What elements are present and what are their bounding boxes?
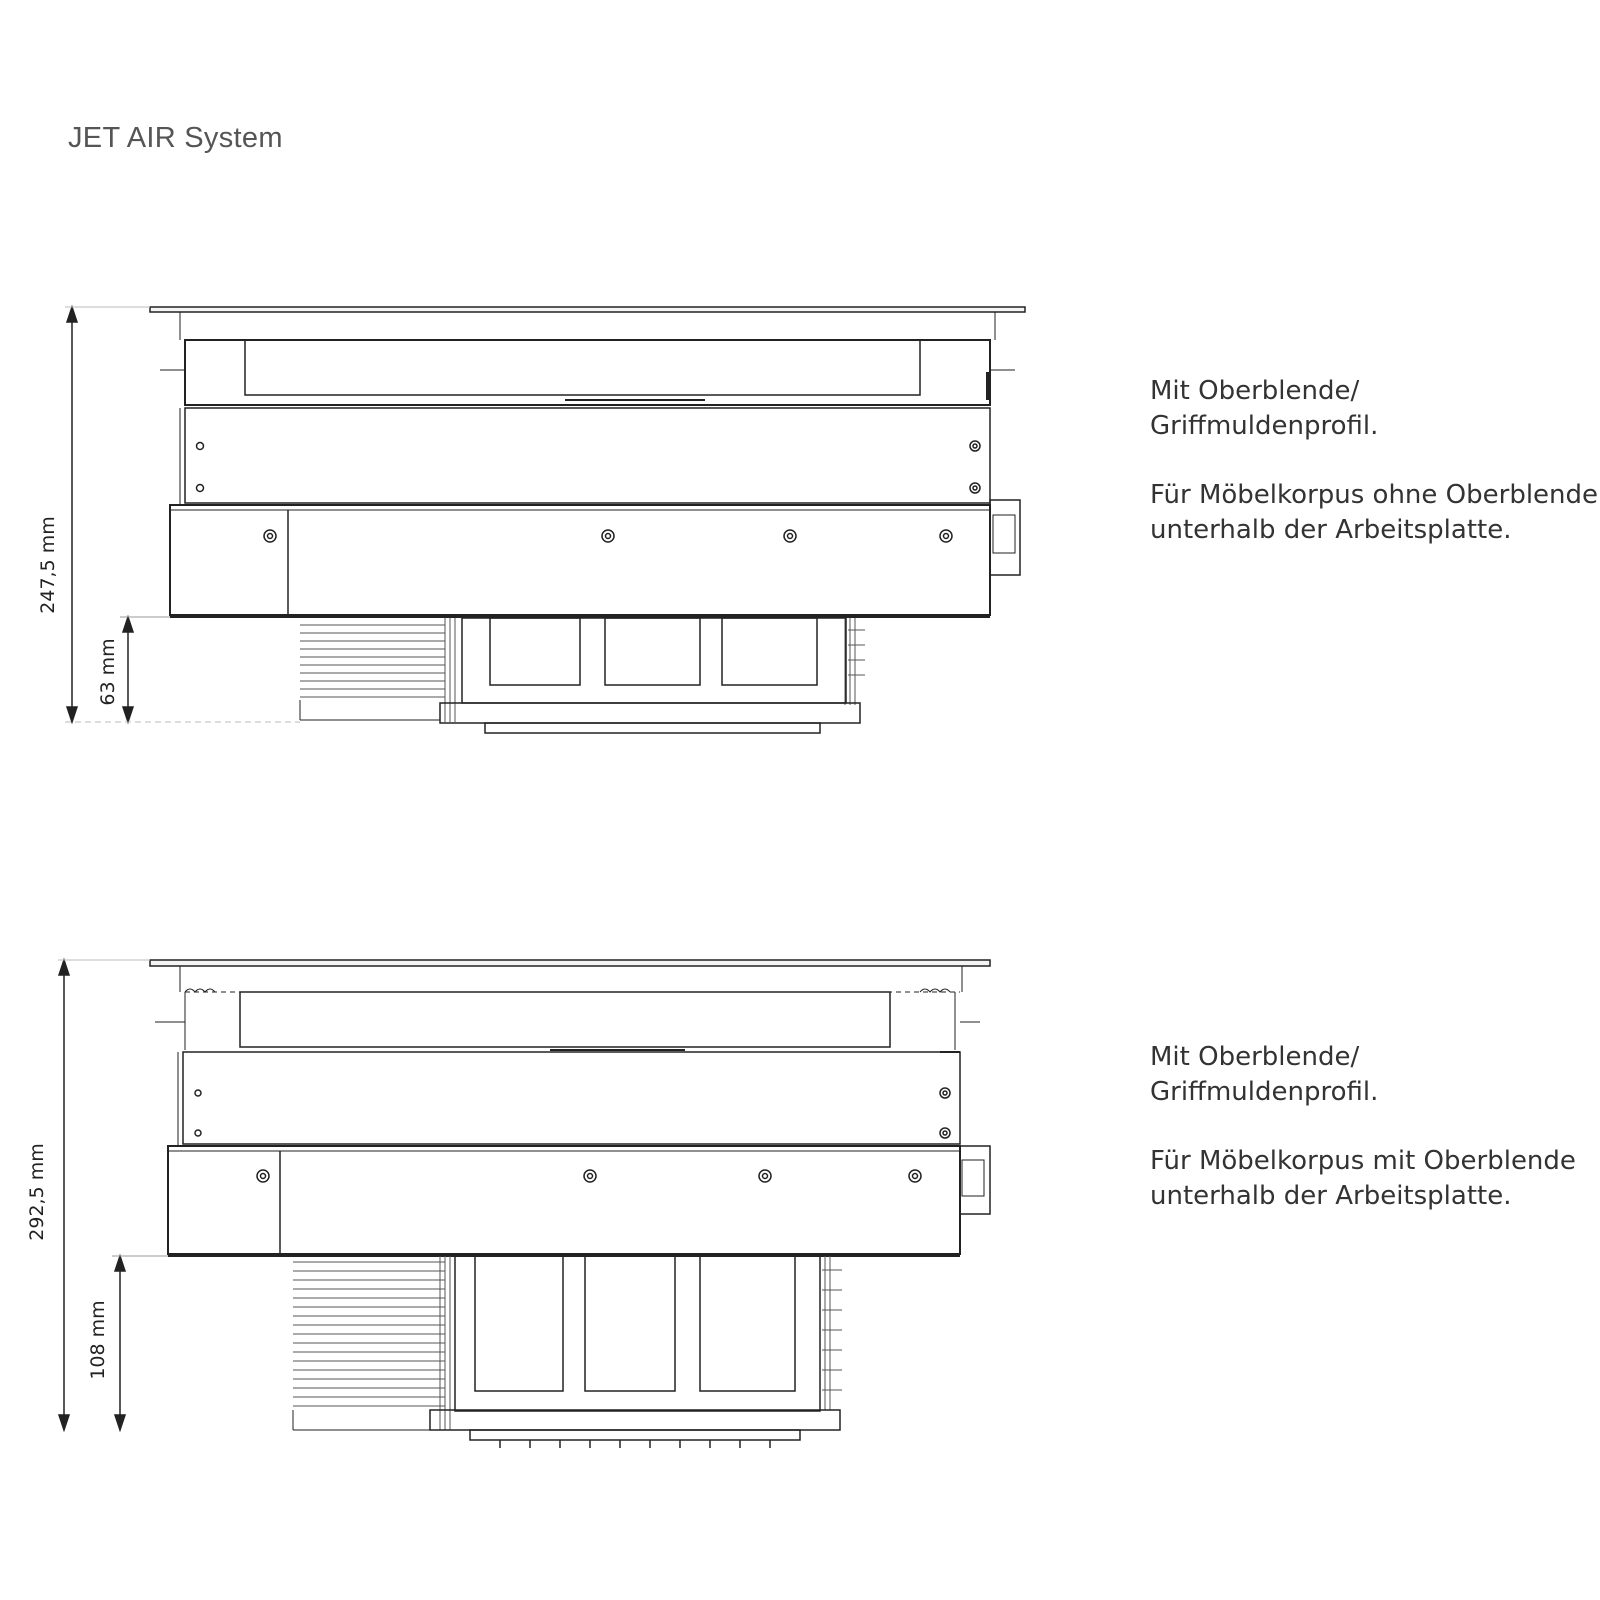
page-title: JET AIR System: [68, 122, 283, 154]
description-1-line-3: Für Möbelkorpus ohne Oberblende: [1150, 480, 1599, 510]
description-2: [1150, 1040, 1576, 1214]
description-1-line-2: Griffmuldenprofil.: [1150, 411, 1379, 441]
bottom-height-label-1: 63 mm: [97, 638, 119, 706]
bottom-height-label-2: 108 mm: [87, 1300, 109, 1380]
diagram-with-cover: [58, 960, 990, 1448]
description-2-line-1: Mit Oberblende/: [1150, 1042, 1360, 1072]
description-1-line-1: Mit Oberblende/: [1150, 376, 1360, 406]
total-height-label-2: 292,5 mm: [26, 1143, 48, 1241]
description-2-line-4: unterhalb der Arbeitsplatte.: [1150, 1181, 1512, 1211]
diagram-without-cover: [65, 307, 1025, 733]
description-2-line-3: Für Möbelkorpus mit Oberblende: [1150, 1146, 1576, 1176]
description-2-line-2: Griffmuldenprofil.: [1150, 1077, 1379, 1107]
description-1: [1150, 374, 1598, 548]
description-1-line-4: unterhalb der Arbeitsplatte.: [1150, 515, 1512, 545]
total-height-label-1: 247,5 mm: [37, 516, 59, 614]
